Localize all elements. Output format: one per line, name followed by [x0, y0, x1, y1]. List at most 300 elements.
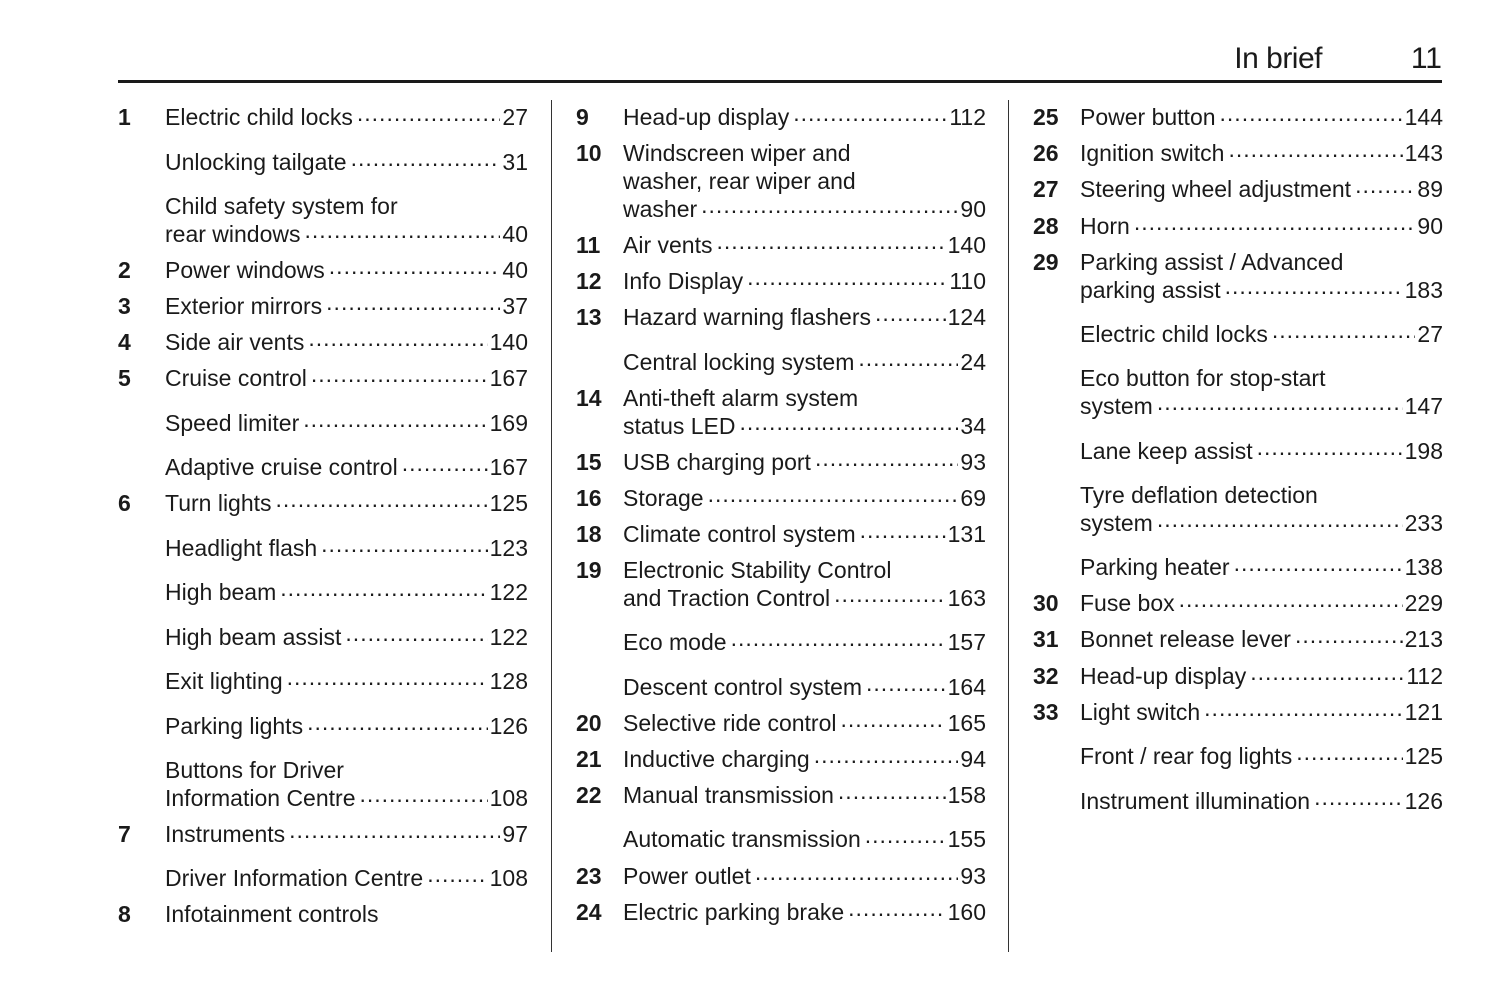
entry-number: 12: [576, 268, 602, 294]
entry-line: [1080, 103, 1443, 131]
entry-label: Inductive charging: [623, 746, 810, 772]
entry-label: Manual transmission: [623, 782, 834, 808]
entry-body: [165, 148, 528, 176]
dot-leader: [1204, 698, 1402, 720]
entry-label-line: Child safety system for: [165, 193, 398, 219]
entry-label: Selective ride control: [623, 710, 837, 736]
entry-page-ref: 125: [489, 490, 528, 516]
entry-line: [623, 231, 986, 259]
entry-number: 25: [1033, 104, 1059, 130]
entry-number: 8: [118, 901, 131, 927]
entry-number: 2: [118, 257, 131, 283]
entry-body: [1080, 553, 1443, 581]
entry-line: [1080, 392, 1443, 420]
entry-body: [623, 384, 986, 440]
dot-leader: [276, 489, 488, 511]
dot-leader: [1295, 625, 1403, 647]
entry-line: [623, 745, 986, 773]
entry-body: [165, 900, 528, 928]
entry-body: [623, 520, 986, 548]
entry-page-ref: 155: [947, 826, 986, 852]
entry-page-ref: 27: [1417, 321, 1443, 347]
entry-page-ref: 89: [1417, 176, 1443, 202]
entry-number: 33: [1033, 699, 1059, 725]
entry-number: 32: [1033, 663, 1059, 689]
dot-leader: [321, 534, 487, 556]
entry-page-ref: 167: [489, 365, 528, 391]
entry-page-ref: 158: [947, 782, 986, 808]
entry-body: [623, 448, 986, 476]
dot-leader: [427, 864, 487, 886]
entry-line: [1080, 698, 1443, 726]
column-divider: [1008, 100, 1009, 952]
entry-number: 19: [576, 557, 602, 583]
entry-line: [165, 328, 528, 356]
entry-label-line: Eco button for stop-start: [1080, 365, 1326, 391]
entry-page-ref: 157: [947, 629, 986, 655]
entry-label: and Traction Control: [623, 585, 831, 611]
dot-leader: [866, 673, 946, 695]
entry-label: High beam assist: [165, 624, 342, 650]
entry-body: [623, 898, 986, 926]
entry-number: 26: [1033, 140, 1059, 166]
entry-line: [165, 148, 528, 176]
entry-label: Power button: [1080, 104, 1216, 130]
entry-number: 23: [576, 863, 602, 889]
dot-leader: [708, 484, 959, 506]
entry-line: [165, 900, 528, 928]
dot-leader: [858, 348, 958, 370]
entry-page-ref: 122: [489, 579, 528, 605]
entry-label: Eco mode: [623, 629, 727, 655]
entry-page-ref: 140: [489, 329, 528, 355]
dot-leader: [865, 825, 946, 847]
entry-page-ref: 121: [1404, 699, 1443, 725]
entry-line: [1080, 175, 1443, 203]
entry-label-line: washer, rear wiper and: [623, 168, 856, 194]
entry-label: rear windows: [165, 221, 301, 247]
entry-label: Ignition switch: [1080, 140, 1225, 166]
dot-leader: [848, 898, 945, 920]
entry-label: Power windows: [165, 257, 325, 283]
entry-page-ref: 123: [489, 535, 528, 561]
entry-label: Power outlet: [623, 863, 751, 889]
entry-body: [623, 781, 986, 809]
entry-page-ref: 90: [1417, 213, 1443, 239]
entry-page-ref: 128: [489, 668, 528, 694]
dot-leader: [326, 292, 500, 314]
entry-line: [1080, 662, 1443, 690]
entry-body: [165, 409, 528, 437]
entry-line: [623, 484, 986, 512]
entry-page-ref: 112: [1406, 663, 1443, 689]
dot-leader: [731, 628, 946, 650]
entry-label-line: Tyre deflation detection: [1080, 482, 1318, 508]
entry-line: [623, 673, 986, 701]
entry-label: Side air vents: [165, 329, 305, 355]
entry-line: [623, 448, 986, 476]
dot-leader: [1314, 787, 1403, 809]
entry-line: [623, 584, 986, 612]
dot-leader: [351, 148, 501, 170]
entry-line: [623, 825, 986, 853]
entry-line: [623, 195, 986, 223]
entry-body: [623, 267, 986, 295]
entry-line: [165, 409, 528, 437]
entry-label: Automatic transmission: [623, 826, 861, 852]
entry-body: [165, 328, 528, 356]
entry-page-ref: 164: [947, 674, 986, 700]
entry-page-ref: 138: [1404, 554, 1443, 580]
entry-line: [623, 103, 986, 131]
entry-body: [165, 192, 528, 248]
entry-label: Horn: [1080, 213, 1130, 239]
entry-line: [1080, 787, 1443, 815]
page-number: 11: [1410, 42, 1442, 75]
entry-label: Headlight flash: [165, 535, 318, 561]
entry-body: [1080, 742, 1443, 770]
entry-number: 24: [576, 899, 602, 925]
entry-label: Exit lighting: [165, 668, 283, 694]
entry-body: [623, 673, 986, 701]
entry-page-ref: 183: [1404, 277, 1443, 303]
section-title: In brief: [1234, 42, 1322, 75]
entry-body: [1080, 175, 1443, 203]
entry-number: 4: [118, 329, 131, 355]
dot-leader: [1228, 139, 1402, 161]
entry-body: [165, 578, 528, 606]
entry-body: [623, 556, 986, 612]
entry-label: Descent control system: [623, 674, 863, 700]
dot-leader: [1157, 509, 1403, 531]
entry-label: Air vents: [623, 232, 713, 258]
entry-page-ref: 126: [489, 713, 528, 739]
entry-line: [165, 103, 528, 131]
entry-line: [165, 623, 528, 651]
entry-line: [165, 667, 528, 695]
dot-leader: [793, 103, 947, 125]
entry-number: 7: [118, 821, 131, 847]
dot-leader: [838, 781, 946, 803]
entry-line: [165, 292, 528, 320]
entry-body: [623, 745, 986, 773]
entry-body: [1080, 662, 1443, 690]
dot-leader: [834, 584, 946, 606]
dot-leader: [308, 328, 487, 350]
entry-page-ref: 160: [947, 899, 986, 925]
entry-body: [165, 756, 528, 812]
entry-page-ref: 27: [502, 104, 528, 130]
dot-leader: [305, 220, 501, 242]
entry-line: [165, 364, 528, 392]
entry-label: Unlocking tailgate: [165, 149, 347, 175]
entry-label: Electric child locks: [165, 104, 353, 130]
entry-body: [165, 534, 528, 562]
entry-body: [623, 862, 986, 890]
entry-label: Parking lights: [165, 713, 304, 739]
entry-page-ref: 24: [960, 349, 986, 375]
entry-body: [1080, 320, 1443, 348]
entry-label: washer: [623, 196, 698, 222]
entry-label: USB charging port: [623, 449, 811, 475]
entry-body: [1080, 364, 1443, 420]
entry-page-ref: 229: [1404, 590, 1443, 616]
entry-number: 9: [576, 104, 589, 130]
dot-leader: [1220, 103, 1403, 125]
entry-body: [1080, 139, 1443, 167]
entry-line: [1080, 589, 1443, 617]
dot-leader: [307, 712, 488, 734]
entry-line: [623, 781, 986, 809]
entry-body: [1080, 787, 1443, 815]
column-divider: [551, 100, 552, 952]
entry-page-ref: 93: [960, 863, 986, 889]
entry-number: 29: [1033, 249, 1059, 275]
dot-leader: [402, 453, 488, 475]
entry-number: 15: [576, 449, 602, 475]
entry-label: status LED: [623, 413, 736, 439]
entry-label: Adaptive cruise control: [165, 454, 398, 480]
entry-body: [1080, 698, 1443, 726]
dot-leader: [740, 412, 959, 434]
dot-leader: [1272, 320, 1416, 342]
entry-label: Fuse box: [1080, 590, 1175, 616]
entry-line: [1080, 553, 1443, 581]
entry-page-ref: 90: [960, 196, 986, 222]
entry-label: system: [1080, 510, 1153, 536]
entry-body: [165, 712, 528, 740]
entry-page-ref: 144: [1404, 104, 1443, 130]
entry-page-ref: 110: [949, 268, 986, 294]
entry-number: 16: [576, 485, 602, 511]
entry-body: [623, 628, 986, 656]
dot-leader: [1296, 742, 1402, 764]
entry-page-ref: 94: [960, 746, 986, 772]
entry-number: 13: [576, 304, 602, 330]
entry-page-ref: 97: [502, 821, 528, 847]
entry-number: 5: [118, 365, 131, 391]
entry-label: parking assist: [1080, 277, 1221, 303]
entry-page-ref: 140: [947, 232, 986, 258]
entry-line: [623, 709, 986, 737]
entry-page-ref: 37: [502, 293, 528, 319]
entry-body: [1080, 248, 1443, 304]
entry-line: [623, 412, 986, 440]
entry-label: Hazard warning flashers: [623, 304, 872, 330]
entry-number: 22: [576, 782, 602, 808]
entry-label: Speed limiter: [165, 410, 300, 436]
entry-body: [1080, 437, 1443, 465]
entry-body: [623, 103, 986, 131]
entry-body: [165, 864, 528, 892]
entry-label: Driver Information Centre: [165, 865, 424, 891]
entry-line: [1080, 276, 1443, 304]
entry-label: Electric child locks: [1080, 321, 1268, 347]
dot-leader: [345, 623, 487, 645]
dot-leader: [329, 256, 501, 278]
entry-number: 30: [1033, 590, 1059, 616]
dot-leader: [747, 267, 947, 289]
dot-leader: [303, 409, 487, 431]
entry-page-ref: 169: [489, 410, 528, 436]
entry-line: [623, 520, 986, 548]
entry-line: [1080, 139, 1443, 167]
entry-page-ref: 167: [489, 454, 528, 480]
entry-line: [165, 220, 528, 248]
dot-leader: [287, 667, 488, 689]
dot-leader: [289, 820, 500, 842]
entry-label: Info Display: [623, 268, 744, 294]
entry-page-ref: 147: [1404, 393, 1443, 419]
dot-leader: [1225, 276, 1403, 298]
dot-leader: [841, 709, 946, 731]
entry-line: [165, 453, 528, 481]
entry-body: [623, 709, 986, 737]
entry-page-ref: 213: [1404, 626, 1443, 652]
dot-leader: [1157, 392, 1403, 414]
entry-label: Front / rear fog lights: [1080, 743, 1293, 769]
dot-leader: [815, 448, 958, 470]
entry-number: 6: [118, 490, 131, 516]
entry-line: [1080, 437, 1443, 465]
entry-label: Instrument illumination: [1080, 788, 1311, 814]
entry-label: Turn lights: [165, 490, 272, 516]
entry-number: 10: [576, 140, 602, 166]
entry-label-line: Windscreen wiper and: [623, 140, 851, 166]
entry-page-ref: 31: [502, 149, 528, 175]
entry-label: Bonnet release lever: [1080, 626, 1291, 652]
dot-leader: [755, 862, 959, 884]
entry-number: 14: [576, 385, 602, 411]
entry-line: [1080, 212, 1443, 240]
entry-page-ref: 143: [1404, 140, 1443, 166]
entry-body: [165, 489, 528, 517]
entry-line: [165, 256, 528, 284]
entry-body: [165, 623, 528, 651]
entry-page-ref: 122: [489, 624, 528, 650]
entry-label: Information Centre: [165, 785, 356, 811]
entry-line: [165, 820, 528, 848]
entry-page-ref: 93: [960, 449, 986, 475]
entry-line: [623, 898, 986, 926]
dot-leader: [716, 231, 945, 253]
dot-leader: [311, 364, 488, 386]
entry-number: 27: [1033, 176, 1059, 202]
entry-page-ref: 108: [489, 865, 528, 891]
entry-label: Steering wheel adjustment: [1080, 176, 1352, 202]
entry-body: [623, 348, 986, 376]
entry-body: [623, 231, 986, 259]
entry-line: [1080, 320, 1443, 348]
dot-leader: [1134, 212, 1416, 234]
entry-body: [1080, 103, 1443, 131]
entry-number: 20: [576, 710, 602, 736]
dot-leader: [357, 103, 501, 125]
entry-page-ref: 124: [947, 304, 986, 330]
entry-page-ref: 108: [489, 785, 528, 811]
entry-label-line: Electronic Stability Control: [623, 557, 892, 583]
dot-leader: [280, 578, 487, 600]
entry-page-ref: 131: [947, 521, 986, 547]
entry-number: 3: [118, 293, 131, 319]
entry-page-ref: 40: [502, 257, 528, 283]
entry-label: Cruise control: [165, 365, 307, 391]
entry-number: 31: [1033, 626, 1059, 652]
entry-line: [623, 348, 986, 376]
entry-page-ref: 34: [960, 413, 986, 439]
entry-page-ref: 198: [1404, 438, 1443, 464]
entry-line: [623, 862, 986, 890]
entry-label: High beam: [165, 579, 277, 605]
entry-line: [165, 784, 528, 812]
dot-leader: [860, 520, 946, 542]
entry-body: [623, 139, 986, 223]
entry-line: [1080, 625, 1443, 653]
entry-label: Head-up display: [1080, 663, 1247, 689]
entry-page-ref: 112: [949, 104, 986, 130]
dot-leader: [1355, 175, 1415, 197]
entry-body: [1080, 625, 1443, 653]
entry-number: 1: [118, 104, 131, 130]
entry-number: 28: [1033, 213, 1059, 239]
entry-page-ref: 233: [1404, 510, 1443, 536]
entry-line: [165, 489, 528, 517]
entry-body: [1080, 481, 1443, 537]
entry-line: [165, 864, 528, 892]
dot-leader: [1257, 437, 1403, 459]
dot-leader: [359, 784, 487, 806]
entry-line: [165, 712, 528, 740]
entry-label-line: Anti-theft alarm system: [623, 385, 859, 411]
entry-number: 18: [576, 521, 602, 547]
entry-body: [623, 825, 986, 853]
entry-label: Instruments: [165, 821, 286, 847]
entry-line: [623, 303, 986, 331]
entry-line: [623, 628, 986, 656]
entry-page-ref: 69: [960, 485, 986, 511]
entry-label: Exterior mirrors: [165, 293, 323, 319]
entry-line: [623, 267, 986, 295]
entry-body: [165, 292, 528, 320]
dot-leader: [875, 303, 946, 325]
entry-label: Storage: [623, 485, 704, 511]
entry-label: system: [1080, 393, 1153, 419]
entry-line: [165, 578, 528, 606]
entry-label-line: Buttons for Driver: [165, 757, 344, 783]
entry-label: Lane keep assist: [1080, 438, 1253, 464]
dot-leader: [1179, 589, 1403, 611]
entry-label: Infotainment controls: [165, 901, 379, 927]
entry-body: [165, 667, 528, 695]
entry-label: Electric parking brake: [623, 899, 845, 925]
entry-number: 21: [576, 746, 602, 772]
dot-leader: [1250, 662, 1404, 684]
entry-label-line: Parking assist / Advanced: [1080, 249, 1344, 275]
entry-body: [165, 103, 528, 131]
entry-body: [1080, 589, 1443, 617]
entry-page-ref: 125: [1404, 743, 1443, 769]
entry-page-ref: 163: [947, 585, 986, 611]
entry-body: [165, 820, 528, 848]
entry-body: [1080, 212, 1443, 240]
entry-page-ref: 126: [1404, 788, 1443, 814]
page-header: [118, 40, 1442, 83]
entry-label: Head-up display: [623, 104, 790, 130]
entry-page-ref: 165: [947, 710, 986, 736]
entry-page-ref: 40: [502, 221, 528, 247]
entry-body: [165, 453, 528, 481]
entry-line: [165, 534, 528, 562]
